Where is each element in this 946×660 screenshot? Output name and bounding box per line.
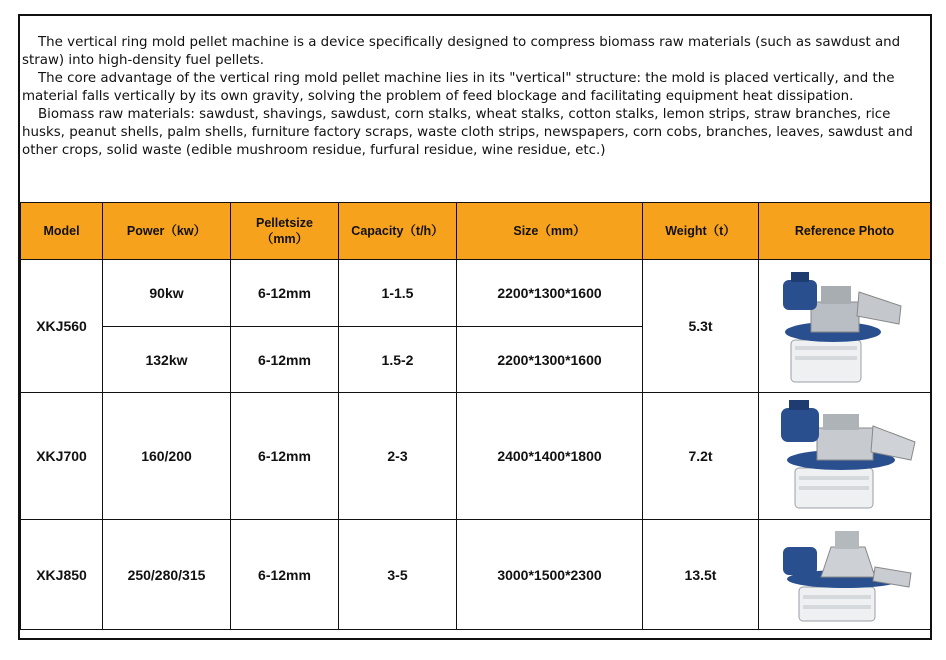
header-weight: Weight（t） bbox=[643, 203, 759, 260]
cell-pellet-size: 6-12mm bbox=[231, 327, 339, 393]
cell-capacity: 3-5 bbox=[339, 520, 457, 630]
header-pellet-size: Pelletsize （mm） bbox=[231, 203, 339, 260]
cell-size: 2400*1400*1800 bbox=[457, 393, 643, 520]
table-header-row bbox=[21, 203, 931, 260]
cell-capacity: 1.5-2 bbox=[339, 327, 457, 393]
intro-paragraph-3: Biomass raw materials: sawdust, shavings, sawdust, corn stalks, wheat stalks, cotton stalks, lemon strips, straw branches, rice husks, peanut shells, palm shells, furniture factory scraps, waste cloth strips, newspapers, corn cobs, branches, leaves, sawdust and other crops, solid waste (edible mushroom residue, furfural residue, wine residue, etc.) bbox=[22, 107, 913, 158]
intro-paragraph-1: The vertical ring mold pellet machine is a device specifically designed to compress biomass raw materials (such as sawdust and straw) into high-density fuel pellets. bbox=[22, 35, 901, 68]
table-row bbox=[21, 393, 931, 520]
photo-cell bbox=[759, 260, 931, 393]
table-row bbox=[21, 520, 931, 630]
cell-size: 3000*1500*2300 bbox=[457, 520, 643, 630]
cell-pellet-size: 6-12mm bbox=[231, 393, 339, 520]
cell-model: XKJ560 bbox=[21, 260, 103, 393]
cell-power: 132kw bbox=[103, 327, 231, 393]
pellet-machine-icon bbox=[761, 262, 928, 390]
intro-paragraph-2: The core advantage of the vertical ring mold pellet machine lies in its "vertical" structure: the mold is placed vertically, and the material falls vertically by its own gravity, solving the problem of feed blockage and facilitating equipment heat dissipation. bbox=[22, 71, 895, 104]
cell-weight: 13.5t bbox=[643, 520, 759, 630]
photo-cell bbox=[759, 520, 931, 630]
spec-table bbox=[20, 202, 931, 630]
cell-model: XKJ700 bbox=[21, 393, 103, 520]
header-model: Model bbox=[21, 203, 103, 260]
cell-capacity: 1-1.5 bbox=[339, 260, 457, 327]
cell-weight: 5.3t bbox=[643, 260, 759, 393]
table-row bbox=[21, 260, 931, 327]
header-capacity: Capacity（t/h） bbox=[339, 203, 457, 260]
cell-size: 2200*1300*1600 bbox=[457, 260, 643, 327]
header-photo: Reference Photo bbox=[759, 203, 931, 260]
cell-power: 160/200 bbox=[103, 393, 231, 520]
cell-pellet-size: 6-12mm bbox=[231, 260, 339, 327]
cell-power: 90kw bbox=[103, 260, 231, 327]
cell-power: 250/280/315 bbox=[103, 520, 231, 630]
cell-model: XKJ850 bbox=[21, 520, 103, 630]
header-size: Size（mm） bbox=[457, 203, 643, 260]
cell-weight: 7.2t bbox=[643, 393, 759, 520]
cell-size: 2200*1300*1600 bbox=[457, 327, 643, 393]
intro-text bbox=[22, 34, 930, 160]
cell-capacity: 2-3 bbox=[339, 393, 457, 520]
spec-sheet-frame bbox=[18, 14, 932, 640]
pellet-machine-icon bbox=[761, 396, 928, 516]
pellet-machine-icon bbox=[761, 523, 928, 627]
cell-pellet-size: 6-12mm bbox=[231, 520, 339, 630]
header-power: Power（kw） bbox=[103, 203, 231, 260]
photo-cell bbox=[759, 393, 931, 520]
